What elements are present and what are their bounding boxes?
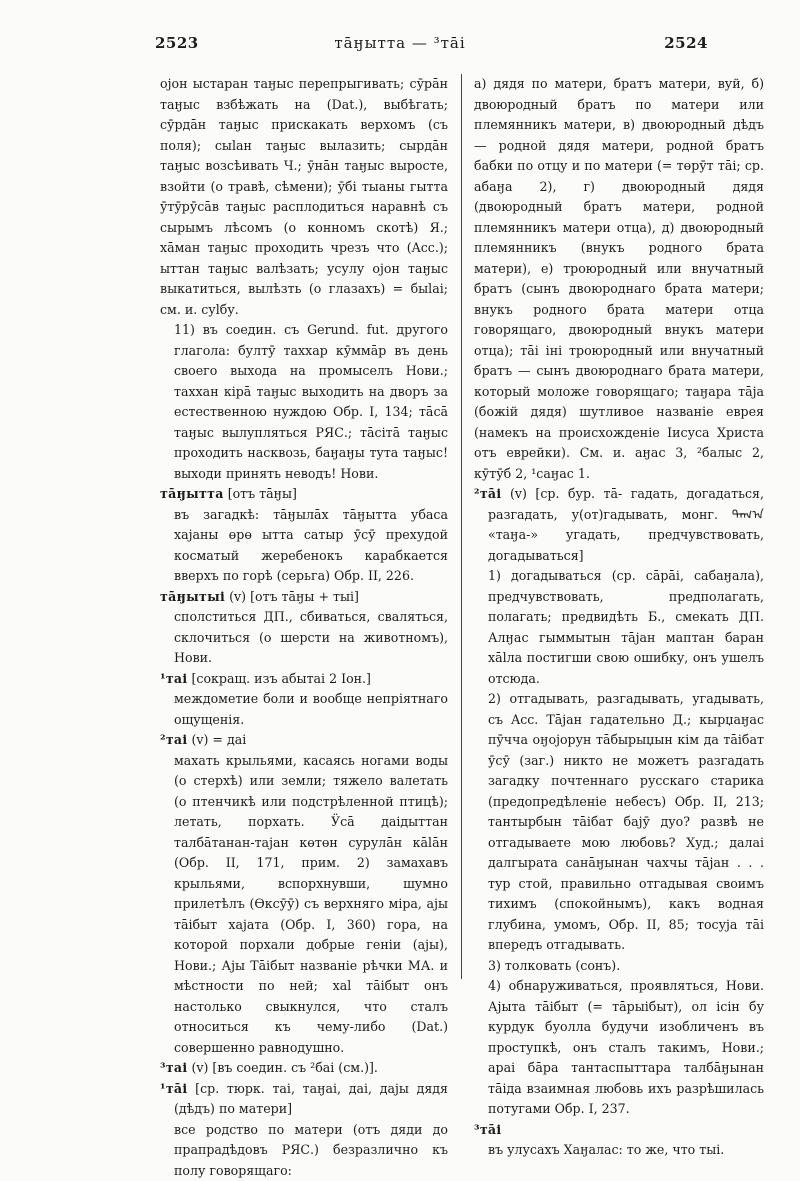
dictionary-entry — [474, 484, 764, 566]
entry-headword: ³тāі — [474, 1122, 501, 1137]
entry-headword: ¹таі — [160, 671, 187, 686]
entry-etymology: [отъ тāӈы] — [224, 486, 297, 501]
entry-text: 11) въ соедин. съ Gerund. fut. другого глагола: бултӯ таххар кӯммāр въ день своего выхода на промыселъ Нови.; таххан кірā таӈыс выходить на дворъ за естественною нуждою Обр. I, 134; тāсā таӈыс вылупляться РЯС.; тāсітā таӈыс проходить насквозь, баӈаӈы тута таӈыс! выходи принять неводъ! Нови. — [160, 320, 448, 484]
dictionary-entry — [160, 669, 448, 690]
entry-text: сполститься ДП., сбиваться, сваляться, склочиться (о шерсти на животномъ), Нови. — [160, 607, 448, 669]
entry-text: а) дядя по матери, братъ матери, вуй, б) двоюродный братъ по матери или племянникъ матери, в) двоюродный дѣдъ — родной дядя матери, родной братъ бабки по отцу и по матери (= төрӯт тāі; ср. абаӈа 2), г) двоюродный дядя (двоюродный братъ матери, родной племянникъ матери отца), д) двоюродный племянникъ (внукъ родного брата матери), е) троюродный или внучатный братъ (сынъ двоюроднаго брата матери; внукъ родного брата матери отца говорящаго, двоюродный внукъ матери отца); тāі іні троюродный или внучатный братъ — сынъ двоюроднаго брата матери, который моложе говорящаго; таӈара тāја (божій дядя) шутливое названіе еврея (намекъ на происхожденіе Іисуса Христа отъ еврейки). См. и. аӈас 3, ²балыс 2, кӯтӯб 2, ¹саӈас 1. — [474, 74, 764, 484]
entry-text: междометие боли и вообще непріятнаго ощущенія. — [160, 689, 448, 730]
entry-text: махать крыльями, касаясь ногами воды (о стерхѣ) или земли; тяжело валетать (о птенчикѣ или подстрѣленной птицѣ); летать, порхать. Ӱсā даідыттан талбāтанан-таjан көтөн сурулāн кālāн (Обр. II, 171, прим. 2) замахавъ крыльями, вспорхнувши, шумно прилетѣлъ (Өксӯӯ) съ верхняго міра, аjы тāібыт хаjата (Обр. I, 360) гора, на которой порхали добрые геніи (аjы), Нови.; Аjы Тāібыт названіе рѣчки МА. и мѣстности по ней; хаl тāібыт онъ настолько свыкнулся, что сталъ относиться къ чему-либо (Dat.) совершенно равнодушно. — [160, 751, 448, 1059]
dictionary-entry — [160, 1079, 448, 1120]
entry-headword: тāӈытта — [160, 486, 224, 501]
right-column — [474, 74, 764, 1161]
entry-text: все родство по матери (отъ дяди до прапрадѣдовъ РЯС.) безразлично къ полу говорящаго: — [160, 1120, 448, 1181]
entry-etymology: (v) [отъ тāӈы + тыі] — [225, 589, 359, 604]
entry-text: 1) догадываться (ср. сāрāі, сабаӈала), предчувствовать, предполагать, полагать; предвидѣть Б., смекать ДП. Алӈас гыммытын тāјан маптан баран хālла постигши свою ошибку, онъ ушелъ отсюда. — [474, 566, 764, 689]
column-divider — [461, 74, 462, 979]
entry-etymology: [ср. тюрк. таі, таӈаі, даі, даjы дядя (дѣдъ) по матери] — [174, 1081, 448, 1117]
entry-headword: ²таі — [160, 732, 187, 747]
page-number-left: 2523 — [155, 34, 199, 52]
left-column — [160, 74, 448, 1181]
dictionary-entry — [160, 730, 448, 751]
entry-text: 4) обнаруживаться, проявляться, Нови. Аjыта тāібыт (= тāрыібыт), ол ісін бу курдук буолла будучи изобличенъ въ проступкѣ, онъ сталъ такимъ, Нови.; араі бāра тантаспыттара талбāӈынан тāіда взаимная любовь ихъ разрѣшилась потугами Обр. I, 237. — [474, 976, 764, 1120]
dictionary-entry — [160, 484, 448, 505]
dictionary-entry — [160, 587, 448, 608]
entry-text: ојон ыстаpан таӈыс перепрыгивать; сӯрāн таӈыс взбѣжать на (Dat.), выбѣгать; сӯрдāн таӈыс прискакать верхомъ (съ поля); сыlан таӈыс вылазить; сырдāн таӈыс возсѣивать Ч.; ӯнāн таӈыс выросте, взойти (о травѣ, сѣмени); ӯбі тыаны гытта ӯтӯрӯсāв таӈыс расплодиться наравнѣ съ сырымъ лѣсомъ (о конномъ скотѣ) Я.; хāман таӈыс проходить чрезъ что (Acc.); ыттан таӈыс валѣзать; усулу ојон таӈыс выкатиться, вылѣзть (о глазахъ) = быlаі; см. и. суlбу. — [160, 74, 448, 320]
entry-headword: тāӈытыі — [160, 589, 225, 604]
entry-text: 3) толковать (сонъ). — [474, 956, 764, 977]
dictionary-entry — [160, 1058, 448, 1079]
page-number-right: 2524 — [664, 34, 708, 52]
entry-etymology: (v) = даі — [187, 732, 246, 747]
entry-headword: ³таі — [160, 1060, 187, 1075]
running-head: тāӈытта — ³тāі — [0, 34, 800, 52]
entry-etymology: [сокращ. изъ абытаі 2 Іон.] — [187, 671, 371, 686]
entry-etymology: (v) [въ соедин. съ ²баі (см.)]. — [187, 1060, 377, 1075]
entry-headword: ²тāі — [474, 486, 501, 501]
dictionary-entry — [474, 1120, 764, 1141]
entry-headword: ¹тāі — [160, 1081, 187, 1096]
entry-text: 2) отгадывать, разгадывать, угадывать, съ Acc. Тāјан гадательно Д.; кырџаӈас пӯчча оӈојорун тāбырыџын кім да тāібат ӯсӯ (заг.) никто не можетъ разгадать загадку почтеннаго русскаго старика (предопредѣленіе небесъ) Обр. II, 213; тантырбын тāібат баjӯ дуо? развѣ не отгадываете мою любовь? Худ.; далаі далгырата санāӈынан чахчы тāјан . . . тур стой, правильно отгадывая своимъ тихимъ (спокойнымъ), какъ водная глубина, умомъ, Обр. II, 85; тосуја тāі впередъ отгадывать. — [474, 689, 764, 956]
entry-text: въ загадкѣ: тāӈылāх тāӈытта убаса хаjаны өрө ытта сатыр ӯсӯ прехудой косматый жеребенокъ карабкается вверхъ по горѣ (серьга) Обр. II, 226. — [160, 505, 448, 587]
entry-etymology: (v) [ср. бур. тā- гадать, догадаться, разгадать, у(от)гадывать, монг. ᠲᠠᠭ᠎ᠠ «таӈа-» угадать, предчувствовать, догадываться] — [488, 486, 764, 563]
entry-text: въ улусахъ Хаӈалас: то же, что тыі. — [474, 1140, 764, 1161]
